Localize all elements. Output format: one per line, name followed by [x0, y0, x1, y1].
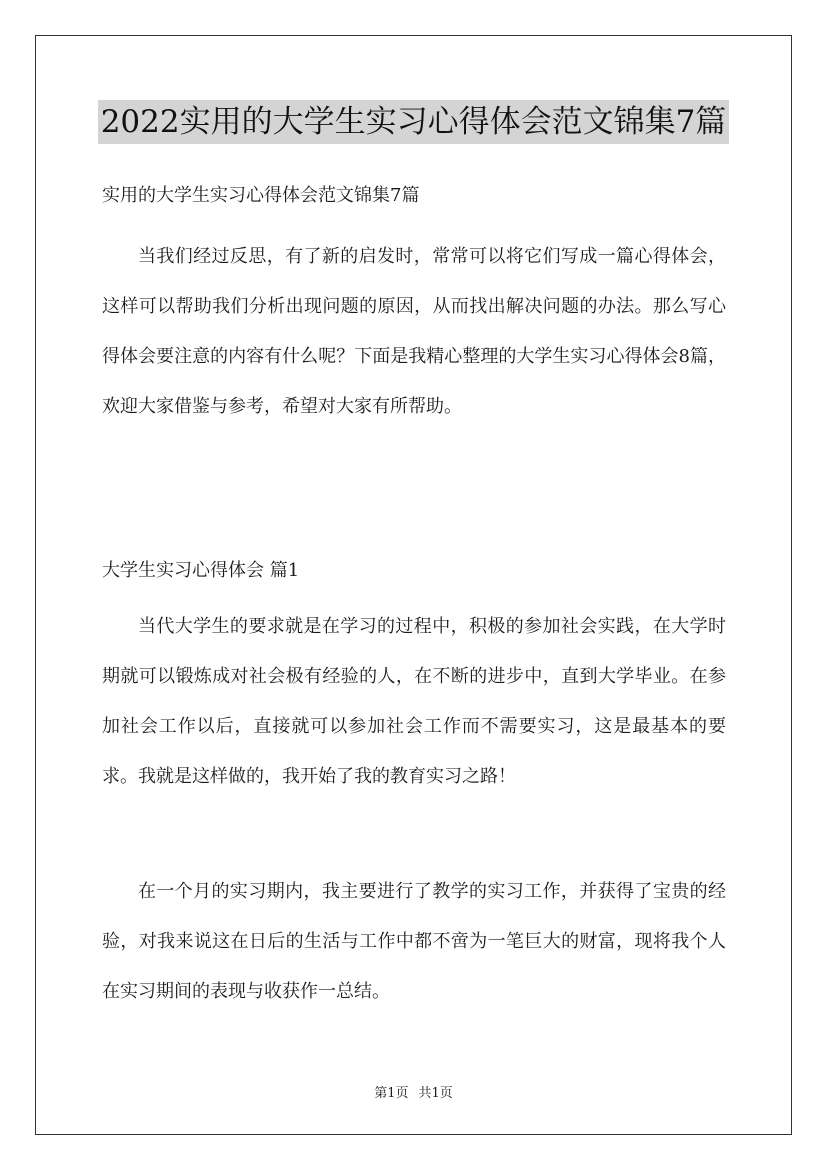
document-subtitle: 实用的大学生实习心得体会范文锦集7篇: [102, 185, 420, 206]
title-container: [0, 100, 827, 144]
page-footer: [0, 1082, 827, 1101]
body-paragraph-2: 在一个月的实习期内，我主要进行了教学的实习工作，并获得了宝贵的经验，对我来说这在日后的生活与工作中都不啻为一笔巨大的财富，现将我个人在实习期间的表现与收获作一总结。: [102, 881, 726, 1002]
page-number-total: 共1页: [418, 1086, 453, 1101]
section-heading: 大学生实习心得体会 篇1: [102, 560, 300, 581]
page-number-current: 第1页: [374, 1086, 409, 1101]
document-title: 2022实用的大学生实习心得体会范文锦集7篇: [98, 100, 730, 144]
body-paragraph-1: 当代大学生的要求就是在学习的过程中，积极的参加社会实践，在大学时期就可以锻炼成对社会极有经验的人，在不断的进步中，直到大学毕业。在参加社会工作以后，直接就可以参加社会工作而不需要实习，这是最基本的要求。我就是这样做的，我开始了我的教育实习之路！: [102, 616, 726, 787]
intro-paragraph: 当我们经过反思，有了新的启发时，常常可以将它们写成一篇心得体会，这样可以帮助我们分析出现问题的原因，从而找出解决问题的办法。那么写心得体会要注意的内容有什么呢？下面是我精心整理的大学生实习心得体会8篇，欢迎大家借鉴与参考，希望对大家有所帮助。: [102, 246, 726, 417]
